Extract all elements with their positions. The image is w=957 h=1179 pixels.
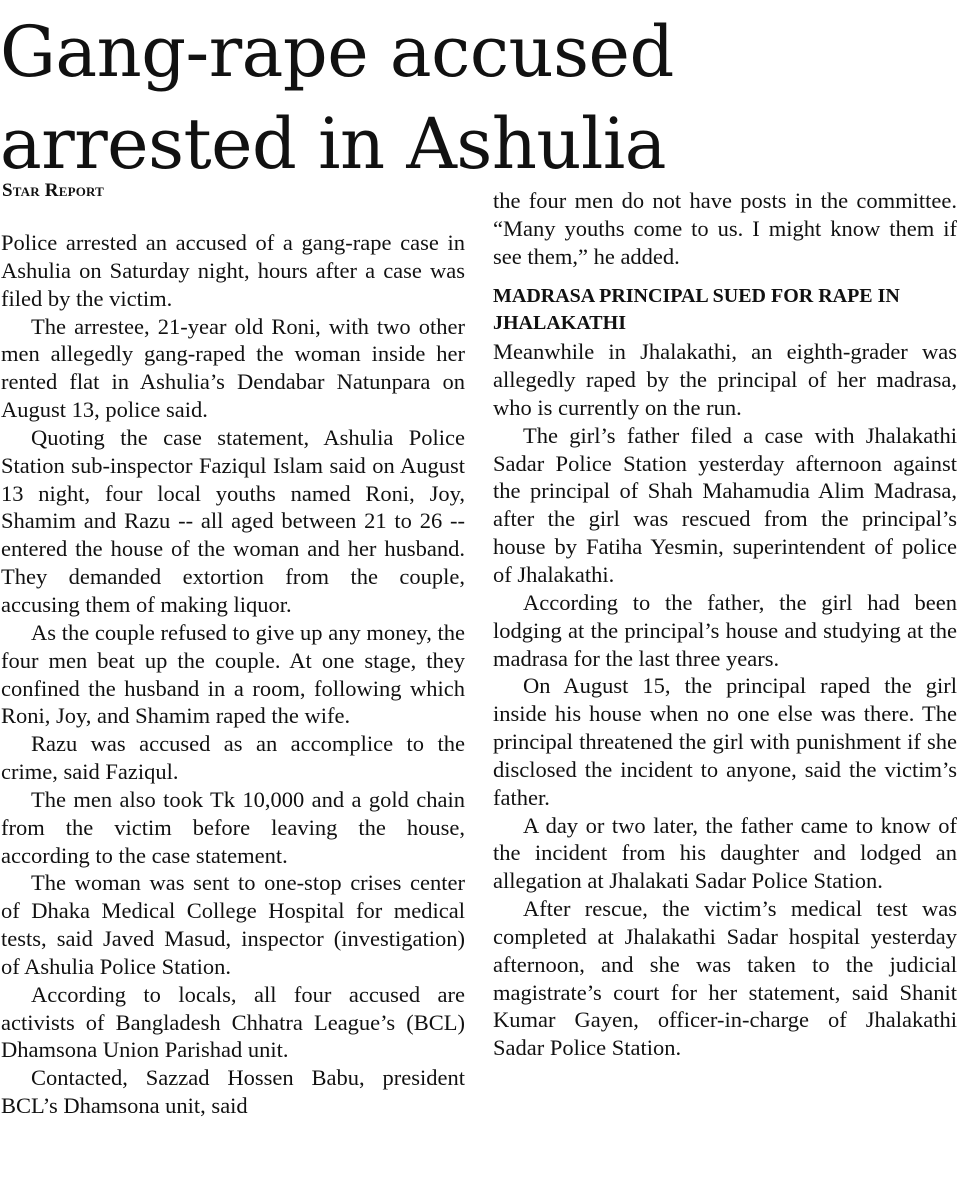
paragraph: The men also took Tk 10,000 and a gold chain from the victim before leaving the house, according to the case statement. — [1, 786, 465, 868]
paragraph: The woman was sent to one-stop crises center of Dhaka Medical College Hospital for medical tests, said Javed Masud, inspector (investigation) of Ashulia Police Station. — [1, 870, 465, 979]
subheading: MADRASA PRINCIPAL SUED FOR RAPE IN JHALAKATHI — [493, 284, 900, 335]
paragraph: As the couple refused to give up any money, the four men beat up the couple. At one stage, they confined the husband in a room, following which Roni, Joy, and Shamim raped the wife. — [1, 619, 465, 729]
paragraph: On August 15, the principal raped the girl inside his house when no one else was there. The principal threatened the girl with punishment if she disclosed the incident to anyone, said the victim’s father. — [493, 673, 957, 810]
paragraph: The girl’s father filed a case with Jhalakathi Sadar Police Station yesterday afternoon against the principal of Shah Mahamudia Alim Madrasa, after the girl was rescued from the principal’s house by Fatiha Yesmin, superintendent of police of Jhalakathi. — [493, 422, 957, 587]
byline: Star Report — [2, 180, 105, 201]
paragraph: A day or two later, the father came to know of the incident from his daughter and lodged an allegation at Jhalakati Sadar Police Station. — [493, 812, 957, 894]
paragraph: Razu was accused as an accomplice to the crime, said Faziqul. — [1, 731, 465, 785]
paragraph: The arrestee, 21-year old Roni, with two other men allegedly gang-raped the woman inside her rented flat in Ashulia’s Dendabar Natunpara on August 13, police said. — [1, 313, 465, 423]
paragraph: Police arrested an accused of a gang-rape case in Ashulia on Saturday night, hours after a case was filed by the victim. — [1, 230, 465, 311]
right-column — [493, 187, 957, 1062]
left-column — [1, 229, 465, 1120]
paragraph: Meanwhile in Jhalakathi, an eighth-grader was allegedly raped by the principal of her madrasa, who is currently on the run. — [493, 339, 957, 420]
continued-paragraph: the four men do not have posts in the committee. “Many youths come to us. I might know them if see them,” he added. — [493, 188, 957, 269]
headline: Gang-rape accused arrested in Ashulia — [0, 11, 674, 185]
paragraph: According to locals, all four accused are activists of Bangladesh Chhatra League’s (BCL) Dhamsona Union Parishad unit. — [1, 981, 465, 1063]
paragraph: According to the father, the girl had been lodging at the principal’s house and studying at the madrasa for the last three years. — [493, 589, 957, 671]
paragraph: Quoting the case statement, Ashulia Police Station sub-inspector Faziqul Islam said on August 13 night, four local youths named Roni, Joy, Shamim and Razu -- all aged between 21 to 26 -- entered the house of the woman and her husband. They demanded extortion from the couple, accusing them of making liquor. — [1, 424, 465, 617]
paragraph: After rescue, the victim’s medical test was completed at Jhalakathi Sadar hospital yesterday afternoon, and she was taken to the judicial magistrate’s court for her statement, said Shanit Kumar Gayen, officer-in-charge of Jhalakathi Sadar Police Station. — [493, 896, 957, 1061]
paragraph: Contacted, Sazzad Hossen Babu, president BCL’s Dhamsona unit, said — [1, 1065, 465, 1119]
